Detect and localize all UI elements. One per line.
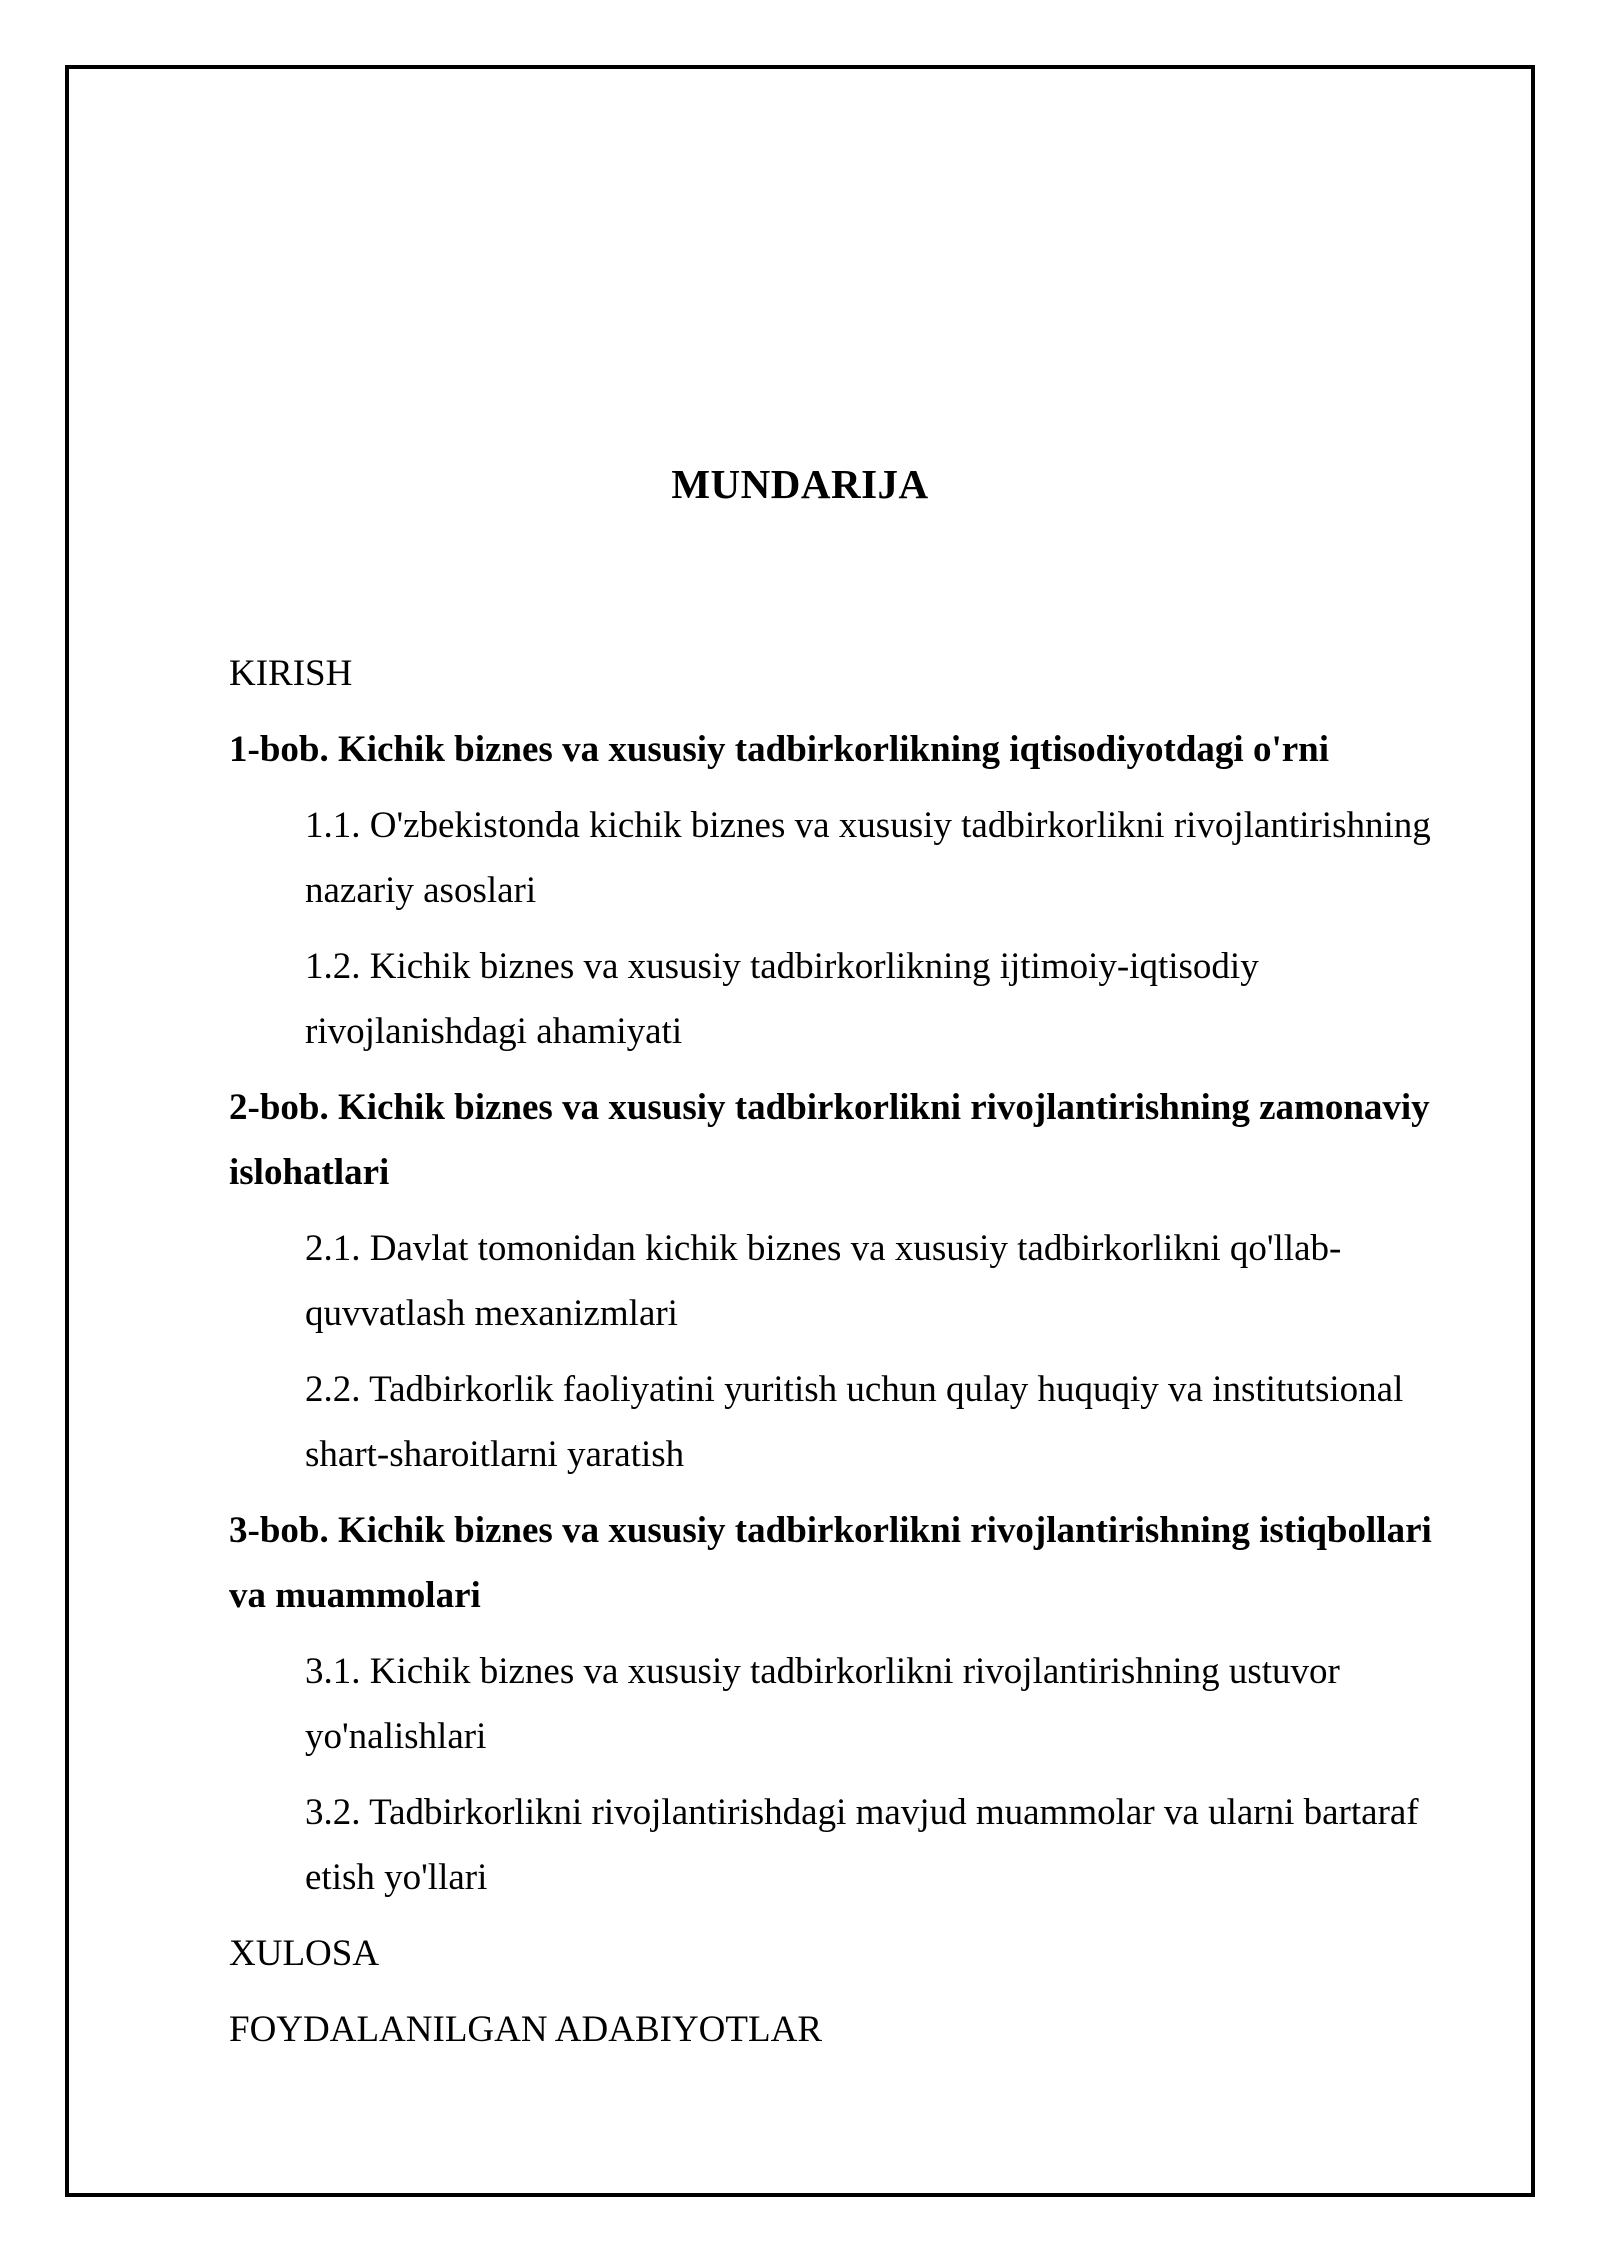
toc-section-2-1: 2.1. Davlat tomonidan kichik biznes va xususiy tadbirkorlikni qo'llab-quvvatlash mexanizmlari [305, 1228, 1342, 1334]
toc-entry-references: FOYDALANILGAN ADABIYOTLAR [229, 2009, 822, 2050]
toc-section-3-2: 3.2. Tadbirkorlikni rivojlantirishdagi mavjud muammolar va ularni bartaraf etish yo'llari [305, 1792, 1419, 1898]
toc-entry-introduction: KIRISH [229, 653, 353, 694]
toc-section-1-1: 1.1. O'zbekistonda kichik biznes va xususiy tadbirkorlikni rivojlantirishning nazariy asoslari [305, 805, 1431, 911]
toc-chapter-1: 1-bob. Kichik biznes va xususiy tadbirkorlikning iqtisodiyotdagi o'rni [229, 729, 1330, 770]
toc-section-3-1: 3.1. Kichik biznes va xususiy tadbirkorlikni rivojlantirishning ustuvor yo'nalishlari [305, 1651, 1340, 1757]
toc-section-1-2: 1.2. Kichik biznes va xususiy tadbirkorlikning ijtimoiy-iqtisodiy rivojlanishdagi ahamiyati [305, 946, 1259, 1052]
toc-section-2-2: 2.2. Tadbirkorlik faoliyatini yuritish uchun qulay huquqiy va institutsional shart-sharoitlarni yaratish [305, 1369, 1404, 1475]
toc-chapter-2: 2-bob. Kichik biznes va xususiy tadbirkorlikni rivojlantirishning zamonaviy islohatlari [229, 1087, 1430, 1193]
page-title: MUNDARIJA [671, 461, 929, 507]
toc-entry-conclusion: XULOSA [229, 1933, 380, 1974]
table-of-contents [229, 641, 1469, 2073]
toc-chapter-3: 3-bob. Kichik biznes va xususiy tadbirkorlikni rivojlantirishning istiqbollari va muammolari [229, 1510, 1432, 1616]
